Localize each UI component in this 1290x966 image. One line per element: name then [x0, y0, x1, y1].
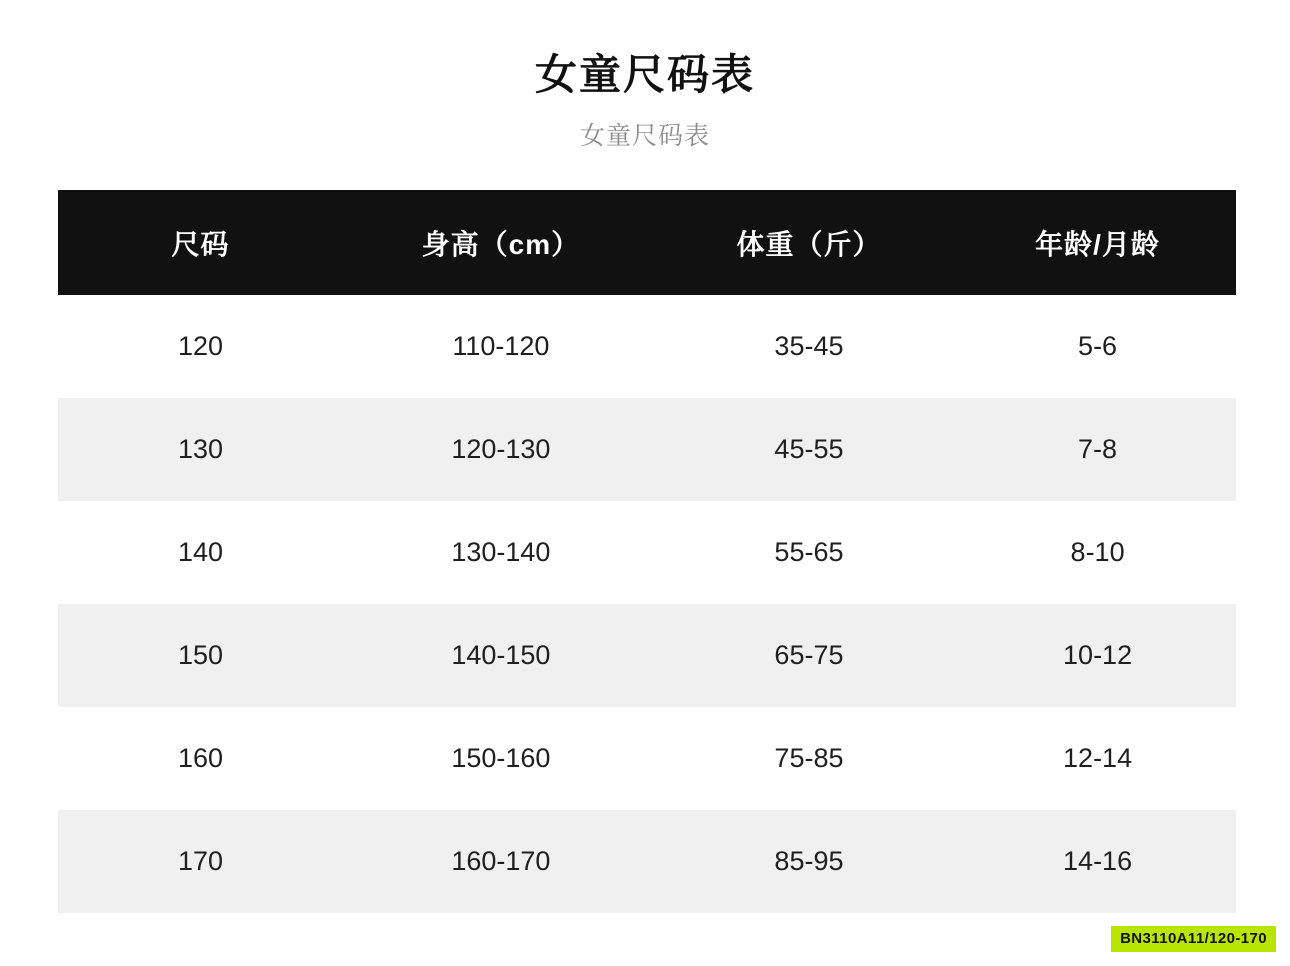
table-row — [58, 604, 1236, 707]
cell-size: 170 — [58, 810, 343, 913]
product-code-badge: BN3110A11/120-170 — [1111, 926, 1276, 952]
cell-weight: 45-55 — [659, 398, 959, 501]
cell-age: 5-6 — [959, 295, 1236, 398]
cell-weight: 85-95 — [659, 810, 959, 913]
table-row — [58, 810, 1236, 913]
cell-height: 160-170 — [343, 810, 659, 913]
cell-height: 130-140 — [343, 501, 659, 604]
cell-age: 12-14 — [959, 707, 1236, 810]
page-subtitle: 女童尺码表 — [579, 122, 710, 151]
table-row — [58, 398, 1236, 501]
cell-size: 160 — [58, 707, 343, 810]
table-header-row — [58, 190, 1236, 295]
cell-size: 130 — [58, 398, 343, 501]
table-header — [58, 190, 1236, 295]
table-row — [58, 295, 1236, 398]
cell-weight: 65-75 — [659, 604, 959, 707]
cell-size: 140 — [58, 501, 343, 604]
cell-size: 120 — [58, 295, 343, 398]
size-table-container — [58, 190, 1236, 913]
cell-height: 110-120 — [343, 295, 659, 398]
cell-weight: 75-85 — [659, 707, 959, 810]
table-body — [58, 295, 1236, 913]
column-header-size: 尺码 — [58, 190, 343, 295]
size-table — [58, 190, 1236, 913]
cell-weight: 35-45 — [659, 295, 959, 398]
cell-height: 140-150 — [343, 604, 659, 707]
cell-age: 7-8 — [959, 398, 1236, 501]
cell-age: 8-10 — [959, 501, 1236, 604]
cell-height: 150-160 — [343, 707, 659, 810]
cell-age: 14-16 — [959, 810, 1236, 913]
page-title: 女童尺码表 — [534, 51, 755, 98]
cell-size: 150 — [58, 604, 343, 707]
column-header-weight: 体重（斤） — [659, 190, 959, 295]
cell-height: 120-130 — [343, 398, 659, 501]
cell-weight: 55-65 — [659, 501, 959, 604]
table-row — [58, 501, 1236, 604]
table-row — [58, 707, 1236, 810]
column-header-age: 年龄/月龄 — [959, 190, 1236, 295]
cell-age: 10-12 — [959, 604, 1236, 707]
column-header-height: 身高（cm） — [343, 190, 659, 295]
